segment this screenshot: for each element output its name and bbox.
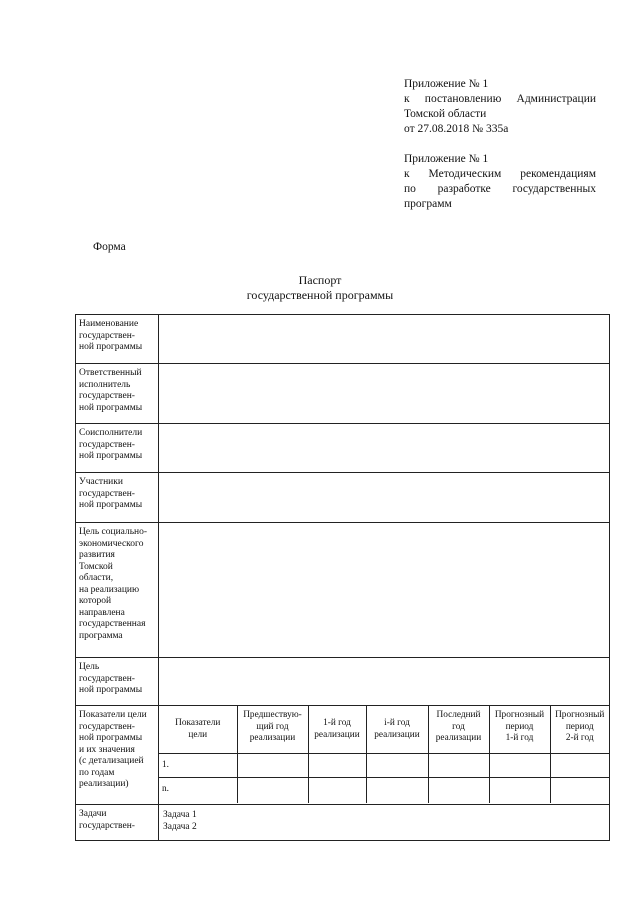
data-cell <box>428 753 489 777</box>
data-cell <box>366 753 428 777</box>
column-header: Предшествую- щий год реализации <box>237 706 308 753</box>
row-label-participants: Участники государствен- ной программы <box>76 473 159 523</box>
appendix-line: программ <box>404 198 452 210</box>
data-cell <box>550 777 609 803</box>
appendix-line: по разработке государственных <box>404 183 596 195</box>
title-line: государственной программы <box>246 288 394 302</box>
row-label-social-economic-goal: Цель социально- экономического развития Томской области, на реализацию которой направлена государственная программа <box>76 523 159 658</box>
data-cell <box>308 777 366 803</box>
table-row <box>76 523 610 658</box>
data-cell <box>308 753 366 777</box>
data-cell <box>428 777 489 803</box>
appendix-block-guidelines <box>404 152 596 212</box>
indicators-row <box>159 777 609 803</box>
title-line: Паспорт <box>298 273 342 287</box>
document-title <box>0 273 640 303</box>
appendix-line: от 27.08.2018 № 335а <box>404 123 509 135</box>
data-cell <box>237 753 308 777</box>
data-cell <box>237 777 308 803</box>
appendix-line: Приложение № 1 <box>404 153 489 165</box>
value-cell <box>159 364 610 424</box>
column-header: 1-й год реализации <box>308 706 366 753</box>
row-label-program-goal: Цель государствен- ной программы <box>76 658 159 706</box>
data-cell <box>550 753 609 777</box>
row-label-co-executors: Соисполнители государствен- ной программы <box>76 424 159 473</box>
tasks-cell <box>159 805 610 841</box>
column-header: Прогнозный период 1-й год <box>489 706 550 753</box>
appendix-block-resolution <box>404 77 596 137</box>
data-cell <box>366 777 428 803</box>
row-label-responsible-executor: Ответственный исполнитель государствен- ной программы <box>76 364 159 424</box>
value-cell <box>159 658 610 706</box>
indicators-row <box>159 753 609 777</box>
column-header: Прогнозный период 2-й год <box>550 706 609 753</box>
appendix-line: Томской области <box>404 108 487 120</box>
value-cell <box>159 424 610 473</box>
indicators-header-row <box>159 706 609 753</box>
table-row <box>76 424 610 473</box>
table-row <box>76 315 610 364</box>
row-label-goal-indicators: Показатели цели государствен- ной программы и их значения (с детализацией по годам реализации) <box>76 706 159 805</box>
column-header: Показатели цели <box>159 706 237 753</box>
passport-table <box>75 314 610 841</box>
column-header: i-й год реализации <box>366 706 428 753</box>
value-cell <box>159 473 610 523</box>
appendix-line: Приложение № 1 <box>404 78 489 90</box>
indicator-row-label: n. <box>159 777 237 803</box>
value-cell <box>159 315 610 364</box>
data-cell <box>489 777 550 803</box>
appendix-line: к Методическим рекомендациям <box>404 168 596 180</box>
value-cell <box>159 523 610 658</box>
table-row <box>76 473 610 523</box>
column-header: Последний год реализации <box>428 706 489 753</box>
task-item: Задача 2 <box>163 821 197 832</box>
table-row <box>76 805 610 841</box>
data-cell <box>489 753 550 777</box>
table-row <box>76 658 610 706</box>
indicator-row-label: 1. <box>159 753 237 777</box>
table-row <box>76 364 610 424</box>
indicators-table <box>159 706 609 803</box>
indicators-cell <box>159 706 610 805</box>
task-item: Задача 1 <box>163 810 197 820</box>
form-label: Форма <box>93 241 126 253</box>
table-row <box>76 706 610 805</box>
row-label-tasks: Задачи государствен- <box>76 805 159 841</box>
appendix-line: к постановлению Администрации <box>404 93 596 105</box>
row-label-program-name: Наименование государствен- ной программы <box>76 315 159 364</box>
